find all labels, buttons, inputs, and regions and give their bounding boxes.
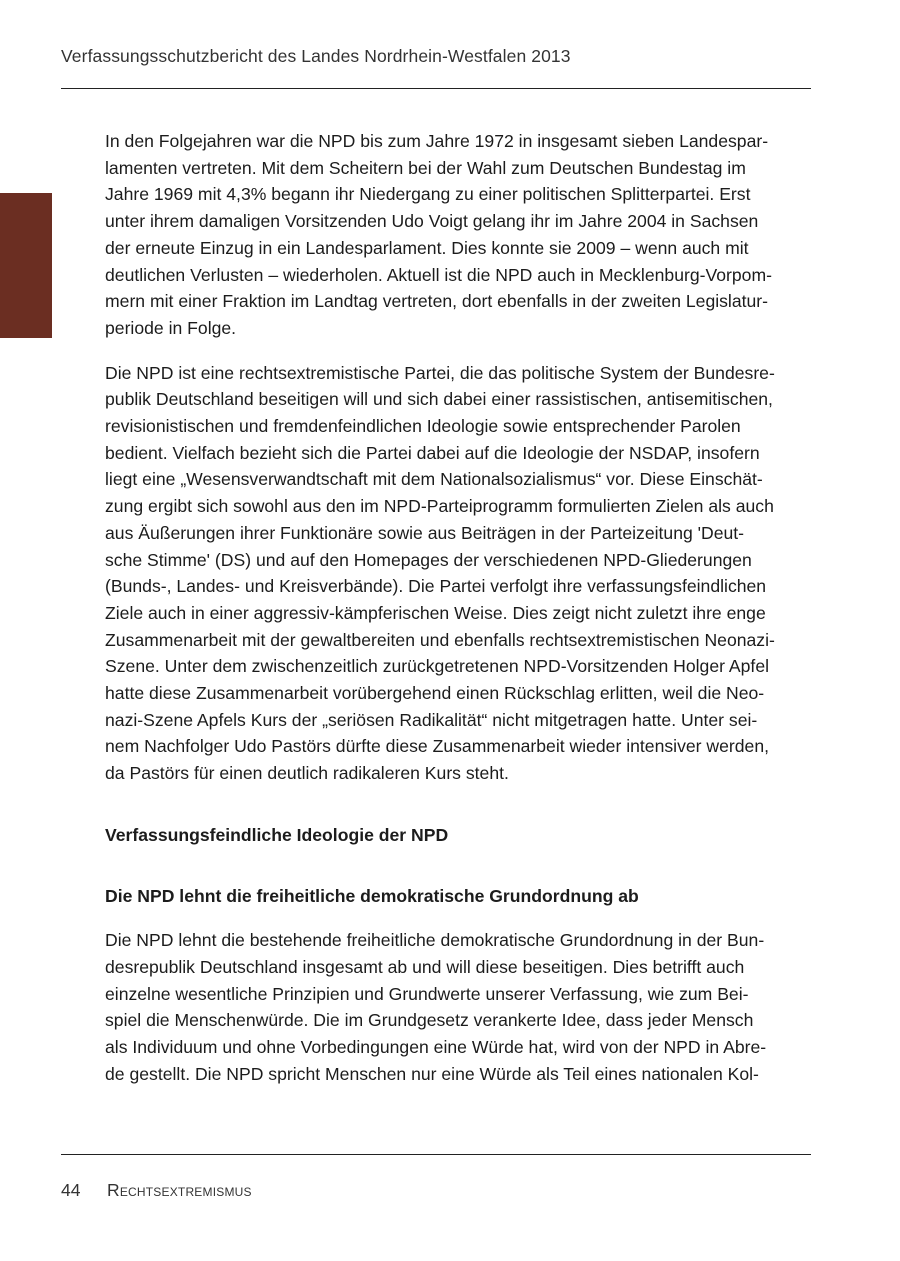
text-line: liegt eine „Wesensverwandtschaft mit dem Nationalsozialismus“ vor. Diese Einschät- [105,469,763,490]
paragraph-spacer [105,909,817,927]
header-rule [61,88,811,89]
chapter-side-tab [0,193,52,338]
paragraph-assessment [105,360,817,787]
text-line: de gestellt. Die NPD spricht Menschen nur eine Würde als Teil eines nationalen Kol- [105,1063,759,1084]
text-line: da Pastörs für einen deutlich radikaleren Kurs steht. [105,763,509,784]
text-line: hatte diese Zusammenarbeit vorübergehend einen Rückschlag erlitten, weil die Neo- [105,683,765,704]
text-line: deutlichen Verlusten – wiederholen. Aktuell ist die NPD auch in Mecklenburg-Vorpom- [105,264,772,285]
text-line: unter ihrem damaligen Vorsitzenden Udo Voigt gelang ihr im Jahre 2004 in Sachsen [105,211,759,232]
text-line: spiel die Menschenwürde. Die im Grundgesetz verankerte Idee, dass jeder Mensch [105,1010,754,1031]
text-line: lamenten vertreten. Mit dem Scheitern bei der Wahl zum Deutschen Bundestag im [105,157,746,178]
text-line: (Bunds-, Landes- und Kreisverbände). Die Partei verfolgt ihre verfassungsfeindlichen [105,576,767,597]
section-spacer [105,787,817,822]
text-line: der erneute Einzug in ein Landesparlament. Dies konnte sie 2009 – wenn auch mit [105,237,749,258]
text-line: Die NPD lehnt die bestehende freiheitliche demokratische Grundordnung in der Bun- [105,930,765,951]
text-line: Ziele auch in einer aggressiv-kämpferischen Weise. Dies zeigt nicht zuletzt ihre enge [105,602,766,623]
text-line: publik Deutschland beseitigen will und sich dabei einer rassistischen, antisemitischen, [105,389,773,410]
text-line: nazi-Szene Apfels Kurs der „seriösen Radikalität“ nicht mitgetragen hatte. Unter sei- [105,709,758,730]
page-number: 44 [61,1180,81,1200]
paragraph-spacer [105,342,817,360]
text-line: aus Äußerungen ihrer Funktionäre sowie aus Beiträgen in der Parteizeitung 'Deut- [105,522,745,543]
text-line: Szene. Unter dem zwischenzeitlich zurückgetretenen NPD-Vorsitzenden Holger Apfel [105,656,770,677]
text-line: zung ergibt sich sowohl aus den im NPD-Parteiprogramm formulierten Zielen als auch [105,496,774,517]
text-line: Jahre 1969 mit 4,3% begann ihr Niedergang zu einer politischen Splitterpartei. Erst [105,184,751,205]
footer-rule [61,1154,811,1155]
text-line: Die NPD ist eine rechtsextremistische Partei, die das politische System der Bundesre- [105,362,775,383]
section-heading: Verfassungsfeindliche Ideologie der NPD [105,824,449,845]
paragraph-ideology [105,927,817,1087]
text-line: sche Stimme' (DS) und auf den Homepages der verschiedenen NPD-Gliederungen [105,549,752,570]
text-line: bedient. Vielfach bezieht sich die Partei dabei auf die Ideologie der NSDAP, insofern [105,442,760,463]
text-line: Zusammenarbeit mit der gewaltbereiten und ebenfalls rechtsextremistischen Neonazi- [105,629,775,650]
text-line: periode in Folge. [105,317,237,338]
page-content [105,128,817,1088]
text-line: einzelne wesentliche Prinzipien und Grundwerte unserer Verfassung, wie zum Bei- [105,983,749,1004]
text-line: mern mit einer Fraktion im Landtag vertreten, dort ebenfalls in der zweiten Legislatur- [105,291,769,312]
text-line: In den Folgejahren war die NPD bis zum Jahre 1972 in insgesamt sieben Landespar- [105,131,769,151]
text-line: als Individuum und ohne Vorbedingungen eine Würde hat, wird von der NPD in Abre- [105,1037,767,1058]
footer-section-title: Rechtsextremismus [107,1180,252,1200]
section-spacer [105,849,817,883]
subsection-heading: Die NPD lehnt die freiheitliche demokratische Grundordnung ab [105,885,639,906]
text-line: revisionistischen und fremdenfeindlichen Ideologie sowie entsprechender Parolen [105,416,741,437]
paragraph-history [105,128,817,342]
text-line: nem Nachfolger Udo Pastörs dürfte diese Zusammenarbeit wieder intensiver werden, [105,736,769,757]
text-line: desrepublik Deutschland insgesamt ab und will diese beseitigen. Dies betrifft auch [105,956,745,977]
running-header: Verfassungsschutzbericht des Landes Nordrhein-Westfalen 2013 [61,46,571,66]
